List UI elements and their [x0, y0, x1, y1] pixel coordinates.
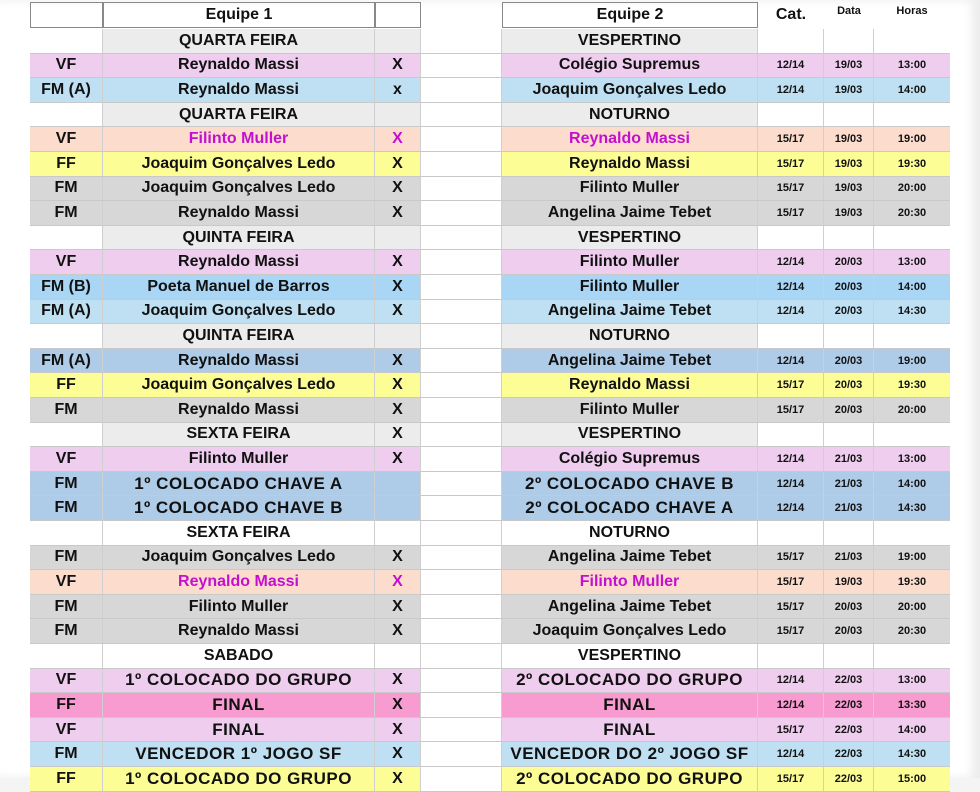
team1-name: 1º COLOCADO CHAVE B [103, 496, 375, 520]
category-tag [30, 226, 103, 250]
team1-name: Filinto Muller [103, 447, 375, 471]
age-category: 12/14 [758, 693, 824, 717]
gap-cell [421, 275, 502, 299]
match-row [30, 177, 950, 202]
team2-name: Joaquim Gonçalves Ledo [502, 619, 758, 643]
match-date: 22/03 [824, 718, 874, 742]
gap-cell [421, 521, 502, 545]
match-row [30, 398, 950, 423]
versus-mark: X [375, 398, 421, 422]
age-category [758, 644, 824, 668]
gap-cell [421, 324, 502, 348]
match-row [30, 201, 950, 226]
category-tag: FF [30, 693, 103, 717]
team2-name: Angelina Jaime Tebet [502, 300, 758, 324]
match-row [30, 373, 950, 398]
gap-cell [421, 398, 502, 422]
match-date [824, 521, 874, 545]
category-tag [30, 324, 103, 348]
match-date: 20/03 [824, 275, 874, 299]
category-tag: VF [30, 570, 103, 594]
team2-name: Reynaldo Massi [502, 127, 758, 151]
category-tag [30, 103, 103, 127]
versus-mark: X [375, 619, 421, 643]
team2-name: VENCEDOR DO 2º JOGO SF [502, 742, 758, 766]
category-tag: FM [30, 398, 103, 422]
category-tag: FF [30, 152, 103, 176]
match-date: 22/03 [824, 669, 874, 693]
gap-cell [421, 546, 502, 570]
gap-cell [421, 300, 502, 324]
match-time: 14:00 [897, 477, 927, 490]
match-date: 20/03 [824, 398, 874, 422]
match-time: 20:30 [897, 625, 927, 638]
team1-name: QUARTA FEIRA [103, 29, 375, 53]
match-time: 15:00 [897, 772, 927, 785]
age-category: 15/17 [758, 767, 824, 791]
match-row [30, 570, 950, 595]
header-blank-tag [30, 2, 103, 28]
age-category: 15/17 [758, 546, 824, 570]
category-tag: FM [30, 201, 103, 225]
match-row [30, 669, 950, 694]
category-tag: VF [30, 718, 103, 742]
match-row [30, 78, 950, 103]
team1-name: QUINTA FEIRA [103, 324, 375, 348]
team2-name: Joaquim Gonçalves Ledo [502, 78, 758, 102]
age-category: 12/14 [758, 669, 824, 693]
gap-cell [421, 669, 502, 693]
gap-cell [421, 152, 502, 176]
match-date: 19/03 [824, 152, 874, 176]
match-time: 14:00 [897, 280, 927, 293]
match-row [30, 496, 950, 521]
versus-mark: X [375, 373, 421, 397]
gap-cell [421, 127, 502, 151]
team1-name: Reynaldo Massi [103, 570, 375, 594]
team2-name: FINAL [502, 693, 758, 717]
day-header-row [30, 324, 950, 349]
team1-name: Joaquim Gonçalves Ledo [103, 546, 375, 570]
versus-mark: X [375, 300, 421, 324]
versus-mark: X [375, 693, 421, 717]
gap-cell [421, 472, 502, 496]
age-category: 12/14 [758, 78, 824, 102]
match-time: 14:30 [897, 305, 927, 318]
category-tag: FM [30, 472, 103, 496]
match-time: 14:30 [897, 748, 927, 761]
team1-name: Reynaldo Massi [103, 349, 375, 373]
age-category: 15/17 [758, 570, 824, 594]
age-category: 12/14 [758, 54, 824, 78]
age-category: 12/14 [758, 496, 824, 520]
versus-mark [375, 29, 421, 53]
versus-mark [375, 496, 421, 520]
category-tag: FM [30, 595, 103, 619]
team1-name: SEXTA FEIRA [103, 521, 375, 545]
category-tag: VF [30, 127, 103, 151]
team2-name: VESPERTINO [502, 644, 758, 668]
gap-cell [421, 595, 502, 619]
team2-name: Colégio Supremus [502, 54, 758, 78]
match-date: 21/03 [824, 472, 874, 496]
category-tag: FM [30, 742, 103, 766]
match-date: 22/03 [824, 742, 874, 766]
versus-mark: X [375, 152, 421, 176]
age-category [758, 423, 824, 447]
age-category: 15/17 [758, 373, 824, 397]
versus-mark [375, 521, 421, 545]
versus-mark: X [375, 570, 421, 594]
versus-mark: X [375, 767, 421, 791]
gap-cell [421, 373, 502, 397]
match-time: 19:00 [897, 551, 927, 564]
team2-name: VESPERTINO [502, 29, 758, 53]
age-category: 15/17 [758, 152, 824, 176]
versus-mark: X [375, 177, 421, 201]
age-category [758, 521, 824, 545]
versus-mark: X [375, 742, 421, 766]
team2-name: FINAL [502, 718, 758, 742]
match-date: 19/03 [824, 127, 874, 151]
gap-cell [421, 54, 502, 78]
match-date: 20/03 [824, 250, 874, 274]
team1-name: Reynaldo Massi [103, 398, 375, 422]
match-row [30, 742, 950, 767]
match-row [30, 718, 950, 743]
match-time: 20:00 [897, 600, 927, 613]
match-date: 21/03 [824, 447, 874, 471]
match-time: 14:00 [897, 83, 927, 96]
gap-cell [421, 447, 502, 471]
versus-mark: X [375, 250, 421, 274]
team1-name: SEXTA FEIRA [103, 423, 375, 447]
header-data: Data [837, 5, 861, 17]
gap-cell [421, 570, 502, 594]
team2-name: Filinto Muller [502, 177, 758, 201]
versus-mark: X [375, 546, 421, 570]
versus-mark: X [375, 201, 421, 225]
match-date [824, 324, 874, 348]
match-time [874, 644, 950, 668]
match-row [30, 54, 950, 79]
match-date: 21/03 [824, 496, 874, 520]
gap-cell [421, 742, 502, 766]
day-header-row [30, 29, 950, 54]
category-tag: FF [30, 373, 103, 397]
versus-mark: X [375, 275, 421, 299]
age-category: 12/14 [758, 742, 824, 766]
age-category: 12/14 [758, 300, 824, 324]
match-time: 13:00 [897, 674, 927, 687]
gap-cell [421, 177, 502, 201]
versus-mark: X [375, 595, 421, 619]
gap-cell [421, 423, 502, 447]
gap-cell [421, 78, 502, 102]
match-time: 19:30 [897, 575, 927, 588]
versus-mark: X [375, 54, 421, 78]
team1-name: Joaquim Gonçalves Ledo [103, 300, 375, 324]
match-row [30, 472, 950, 497]
team1-name: Reynaldo Massi [103, 54, 375, 78]
match-time: 13:00 [897, 452, 927, 465]
category-tag: FF [30, 767, 103, 791]
team1-name: Joaquim Gonçalves Ledo [103, 373, 375, 397]
match-time [874, 521, 950, 545]
team2-name: Angelina Jaime Tebet [502, 349, 758, 373]
match-date: 22/03 [824, 767, 874, 791]
team1-name: 1º COLOCADO DO GRUPO [103, 767, 375, 791]
match-time [874, 324, 950, 348]
category-tag: FM (A) [30, 78, 103, 102]
match-date: 19/03 [824, 54, 874, 78]
team2-name: Angelina Jaime Tebet [502, 546, 758, 570]
match-row [30, 767, 950, 792]
team2-name: Filinto Muller [502, 250, 758, 274]
team2-name: Angelina Jaime Tebet [502, 595, 758, 619]
age-category [758, 103, 824, 127]
match-row [30, 619, 950, 644]
team1-name: Poeta Manuel de Barros [103, 275, 375, 299]
match-time: 19:30 [897, 379, 927, 392]
match-date [824, 226, 874, 250]
match-time [874, 423, 950, 447]
gap-cell [421, 496, 502, 520]
match-date [824, 423, 874, 447]
match-row [30, 152, 950, 177]
header-team1: Equipe 1 [103, 2, 375, 28]
match-row [30, 250, 950, 275]
header-cat: Cat. [775, 6, 807, 23]
day-header-row [30, 103, 950, 128]
team1-name: Reynaldo Massi [103, 78, 375, 102]
versus-mark [375, 644, 421, 668]
age-category: 15/17 [758, 201, 824, 225]
team2-name: VESPERTINO [502, 423, 758, 447]
category-tag: FM (A) [30, 300, 103, 324]
match-time: 14:30 [897, 502, 927, 515]
match-row [30, 349, 950, 374]
team2-name: Reynaldo Massi [502, 152, 758, 176]
team2-name: 2º COLOCADO DO GRUPO [502, 767, 758, 791]
category-tag: FM [30, 177, 103, 201]
age-category: 12/14 [758, 349, 824, 373]
match-row [30, 595, 950, 620]
team1-name: Joaquim Gonçalves Ledo [103, 152, 375, 176]
team1-name: 1º COLOCADO CHAVE A [103, 472, 375, 496]
gap-cell [421, 767, 502, 791]
team1-name: QUARTA FEIRA [103, 103, 375, 127]
category-tag: FM (A) [30, 349, 103, 373]
versus-mark [375, 472, 421, 496]
match-date [824, 644, 874, 668]
match-row [30, 275, 950, 300]
match-time [874, 29, 950, 53]
match-time: 20:30 [897, 206, 927, 219]
age-category: 12/14 [758, 250, 824, 274]
age-category: 15/17 [758, 619, 824, 643]
day-header-row [30, 521, 950, 546]
age-category [758, 226, 824, 250]
age-category: 15/17 [758, 718, 824, 742]
match-time [874, 226, 950, 250]
gap-cell [421, 619, 502, 643]
gap-cell [421, 693, 502, 717]
versus-mark: x [375, 78, 421, 102]
versus-mark [375, 103, 421, 127]
team2-name: Filinto Muller [502, 275, 758, 299]
gap-cell [421, 718, 502, 742]
match-date: 20/03 [824, 619, 874, 643]
versus-mark [375, 324, 421, 348]
match-date [824, 29, 874, 53]
match-date: 22/03 [824, 693, 874, 717]
match-time: 20:00 [897, 403, 927, 416]
match-time: 19:00 [897, 133, 927, 146]
team2-name: Filinto Muller [502, 570, 758, 594]
day-header-row [30, 644, 950, 669]
age-category: 15/17 [758, 595, 824, 619]
match-time: 13:30 [897, 698, 927, 711]
gap-cell [421, 226, 502, 250]
versus-mark [375, 226, 421, 250]
age-category [758, 29, 824, 53]
age-category: 15/17 [758, 127, 824, 151]
team1-name: 1º COLOCADO DO GRUPO [103, 669, 375, 693]
team1-name: Filinto Muller [103, 595, 375, 619]
match-time: 13:00 [897, 59, 927, 72]
age-category: 12/14 [758, 275, 824, 299]
versus-mark: X [375, 718, 421, 742]
category-tag: VF [30, 54, 103, 78]
team1-name: Reynaldo Massi [103, 250, 375, 274]
team1-name: Filinto Muller [103, 127, 375, 151]
team2-name: 2º COLOCADO CHAVE A [502, 496, 758, 520]
gap-cell [421, 250, 502, 274]
team1-name: FINAL [103, 718, 375, 742]
category-tag [30, 521, 103, 545]
team1-name: VENCEDOR 1º JOGO SF [103, 742, 375, 766]
match-time: 19:30 [897, 157, 927, 170]
age-category: 15/17 [758, 398, 824, 422]
versus-mark: X [375, 447, 421, 471]
team2-name: Angelina Jaime Tebet [502, 201, 758, 225]
match-time: 14:00 [897, 723, 927, 736]
match-date: 20/03 [824, 595, 874, 619]
match-date: 19/03 [824, 570, 874, 594]
match-date: 19/03 [824, 177, 874, 201]
team2-name: Filinto Muller [502, 398, 758, 422]
match-time [874, 103, 950, 127]
category-tag: VF [30, 669, 103, 693]
age-category: 12/14 [758, 472, 824, 496]
category-tag [30, 423, 103, 447]
team2-name: Reynaldo Massi [502, 373, 758, 397]
team1-name: Joaquim Gonçalves Ledo [103, 177, 375, 201]
age-category [758, 324, 824, 348]
match-date: 19/03 [824, 201, 874, 225]
team1-name: FINAL [103, 693, 375, 717]
versus-mark: X [375, 423, 421, 447]
header-blank-x [375, 2, 421, 28]
category-tag: VF [30, 250, 103, 274]
header-horas: Horas [896, 5, 928, 17]
gap-cell [421, 103, 502, 127]
team1-name: SABADO [103, 644, 375, 668]
day-header-row [30, 226, 950, 251]
match-time: 20:00 [897, 182, 927, 195]
team1-name: QUINTA FEIRA [103, 226, 375, 250]
match-row [30, 300, 950, 325]
match-date: 19/03 [824, 78, 874, 102]
team1-name: Reynaldo Massi [103, 619, 375, 643]
match-date: 20/03 [824, 373, 874, 397]
header-team2: Equipe 2 [502, 2, 758, 28]
gap-cell [421, 349, 502, 373]
age-category: 12/14 [758, 447, 824, 471]
gap-cell [421, 201, 502, 225]
match-time: 13:00 [897, 256, 927, 269]
category-tag: FM [30, 496, 103, 520]
match-date: 20/03 [824, 300, 874, 324]
team2-name: NOTURNO [502, 521, 758, 545]
category-tag: VF [30, 447, 103, 471]
team2-name: 2º COLOCADO CHAVE B [502, 472, 758, 496]
match-date: 20/03 [824, 349, 874, 373]
category-tag [30, 644, 103, 668]
match-row [30, 127, 950, 152]
gap-cell [421, 29, 502, 53]
gap-cell [421, 644, 502, 668]
match-row [30, 546, 950, 571]
versus-mark: X [375, 127, 421, 151]
match-row [30, 447, 950, 472]
age-category: 15/17 [758, 177, 824, 201]
versus-mark: X [375, 669, 421, 693]
team2-name: NOTURNO [502, 103, 758, 127]
match-row [30, 693, 950, 718]
team2-name: Colégio Supremus [502, 447, 758, 471]
category-tag: FM [30, 619, 103, 643]
team1-name: Reynaldo Massi [103, 201, 375, 225]
category-tag: FM [30, 546, 103, 570]
team2-name: 2º COLOCADO DO GRUPO [502, 669, 758, 693]
match-date: 21/03 [824, 546, 874, 570]
team2-name: NOTURNO [502, 324, 758, 348]
category-tag [30, 29, 103, 53]
day-header-row [30, 423, 950, 448]
match-time: 19:00 [897, 354, 927, 367]
versus-mark: X [375, 349, 421, 373]
team2-name: VESPERTINO [502, 226, 758, 250]
category-tag: FM (B) [30, 275, 103, 299]
match-date [824, 103, 874, 127]
